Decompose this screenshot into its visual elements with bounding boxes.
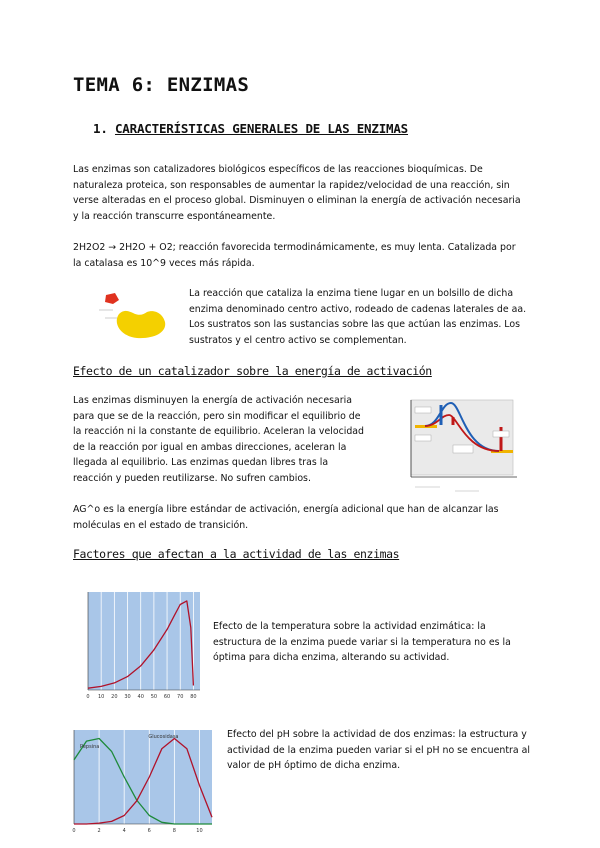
section-number: 1. (93, 121, 108, 136)
series-label: Glucosidasa (148, 734, 179, 740)
x-tick-label: 10 (97, 694, 105, 700)
x-tick-label: 80 (190, 694, 197, 700)
x-tick-label: 50 (150, 694, 158, 700)
delta-g-paragraph: AG^o es la energía libre estándar de activación, energía adicional que han de alcanzar las moléculas en el estado de transición. (73, 504, 499, 531)
substrate-shape (105, 293, 119, 304)
subheading-factors: Factores que afectan a la actividad de las enzimas (73, 547, 400, 561)
enzyme-substrate-illustration (93, 292, 185, 342)
series-label: Pepsina (80, 744, 100, 750)
temperature-activity-chart (76, 588, 206, 712)
x-tick-label: 70 (177, 694, 184, 700)
x-tick-label: 10 (196, 828, 203, 834)
x-tick-label: 20 (111, 694, 118, 700)
section-heading (93, 121, 408, 136)
active-site-paragraph: La reacción que cataliza la enzima tiene lugar en un bolsillo de dicha enzima denominado centro activo, rodeado de cadenas laterales de aa. Los sustratos son las sustancias sobre las que actúan las enzimas. Los sustratos y el centro activo se complementan. (189, 288, 527, 346)
section-title: CARACTERÍSTICAS GENERALES DE LAS ENZIMAS (114, 121, 409, 136)
ph-paragraph: Efecto del pH sobre la actividad de dos enzimas: la estructura y actividad de la enzima pueden variar si el pH no se encuentra al valor de pH óptimo de dicha enzima. (227, 729, 530, 771)
intro-paragraph: Las enzimas son catalizadores biológicos específicos de las reacciones bioquímicas. De naturaleza proteica, son responsables de aumentar la rapidez/velocidad de una reacción, sin verse alteradas en el proceso global. Disminuyen o eliminan la energía de activación necesaria y la reacción transcurre espontáneamente. (73, 164, 521, 222)
temperature-paragraph: Efecto de la temperatura sobre la actividad enzimática: la estructura de la enzima puede variar si la temperatura no es la óptima para dicha enzima, alterando su actividad. (213, 621, 511, 663)
x-tick-label: 60 (163, 694, 171, 700)
x-tick-label: 30 (124, 694, 131, 700)
reaction-paragraph: 2H2O2 → 2H2O + O2; reacción favorecida termodinámicamente, es muy lenta. Catalizada por la catalasa es 10^9 veces más rápida. (73, 242, 516, 269)
enzyme-shape (117, 311, 165, 338)
subheading-catalyst: Efecto de un catalizador sobre la energía de activación (73, 364, 432, 378)
x-tick-label: 2 (97, 828, 101, 834)
ph-activity-chart (60, 728, 220, 838)
x-tick-label: 0 (86, 694, 90, 700)
page-title: TEMA 6: ENZIMAS (73, 74, 250, 96)
x-tick-label: 40 (137, 694, 144, 700)
activation-energy-diagram (395, 395, 527, 495)
x-tick-label: 8 (172, 828, 176, 834)
x-tick-label: 0 (72, 828, 76, 834)
catalyst-paragraph: Las enzimas disminuyen la energía de activación necesaria para que se de la reacción, pero sin modificar el equilibrio de la reacción ni la constante de equilibrio. Aceleran la velocidad de la reacción por igual en ambas direcciones, aceleran la llegada al equilibrio. Las enzimas quedan libres tras la reacción y pueden reutilizarse. No sufren cambios. (73, 395, 364, 484)
x-tick-label: 4 (122, 828, 126, 834)
plot-area (88, 592, 200, 690)
x-tick-label: 6 (147, 828, 151, 834)
